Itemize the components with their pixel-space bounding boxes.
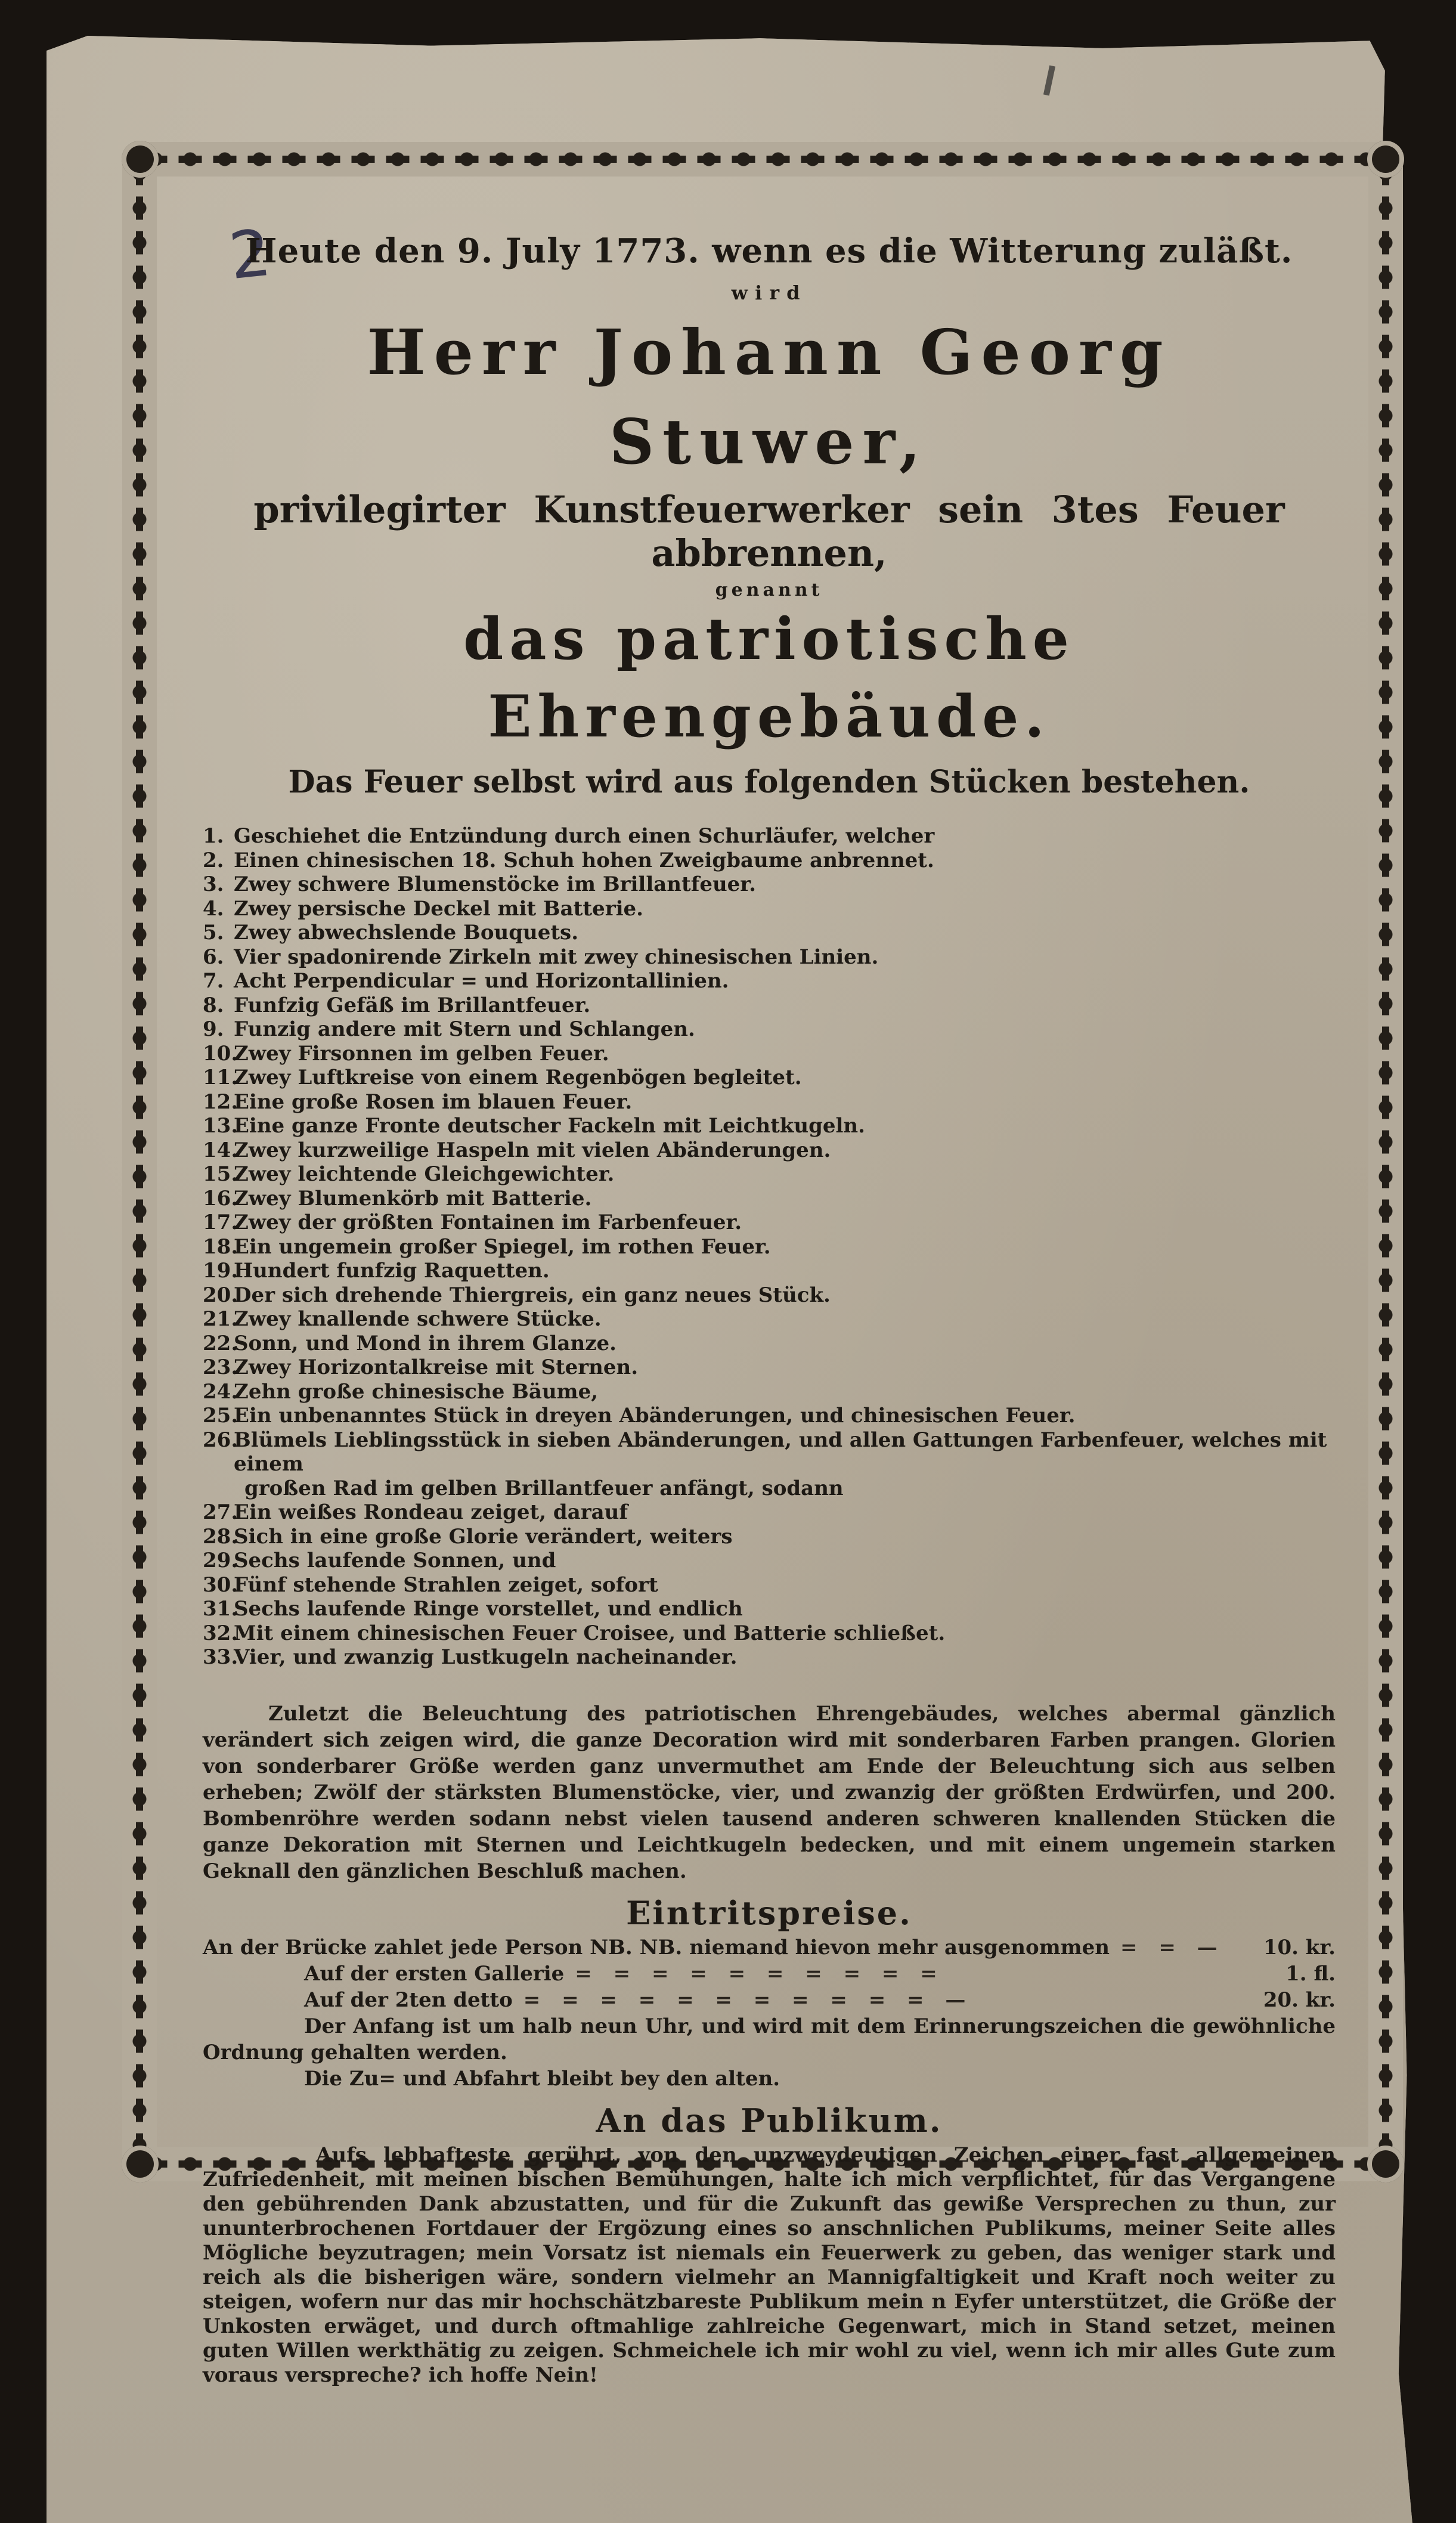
border-corner-ornament: [1367, 141, 1404, 178]
list-item: 23. Zwey Horizontalkreise mit Sternen.: [203, 1355, 639, 1379]
list-item: 10. Zwey Firsonnen im gelben Feuer.: [203, 1041, 609, 1066]
prices-title: Eintritspreise.: [626, 1893, 912, 1932]
pyrotechnician-name: Herr Johann Georg Stuwer,: [367, 315, 1172, 478]
list-item: 16. Zwey Blumenkörb mit Batterie.: [203, 1186, 592, 1211]
list-item: 22. Sonn, und Mond in ihrem Glanze.: [203, 1331, 617, 1355]
list-item: 11. Zwey Luftkreise von einem Regenbögen begleitet.: [203, 1066, 802, 1089]
list-item: 28. Sich in eine große Glorie verändert, weiters: [203, 1524, 733, 1549]
price-row: Auf der 2ten detto = = = = = = = = = = = — 20. kr.: [304, 1988, 1336, 2012]
border-corner-ornament: [1367, 2146, 1404, 2183]
wird-line: wird: [731, 281, 807, 304]
closing-paragraph: Zuletzt die Beleuchtung des patriotischen Ehrengebäudes, welches abermal gänzlich verändert sich zeigen wird, die ganze Decoration wird mit sonderbaren Farben prangen. Glorien von sonderbarer Größe werden ganz unvermuthet am Ende der Beleuchtung sich aus selben erheben; Zwölf der stärksten Blumenstöcke, vier, und zwanzig der größten Erdwürfen, und 200. Bombenröhre werden sodann nebst vielen tausend anderen schweren knallenden Stücken die ganze Dekoration mit Sternen und Leichtkugeln bedecken, und mit einem ungemein starken Geknall den gänzlichen Beschluß machen.: [203, 1701, 1336, 1883]
price-row: Auf der ersten Gallerie = = = = = = = = = = 1. fl.: [304, 1961, 1336, 1986]
ornamental-border-top: [138, 142, 1387, 177]
program-list: [203, 824, 1336, 1670]
list-item: 20. Der sich drehende Thiergreis, ein ganz neues Stück.: [203, 1283, 831, 1307]
program-intro: Das Feuer selbst wird aus folgenden Stücken bestehen.: [288, 764, 1250, 800]
list-item: 13. Eine ganze Fronte deutscher Fackeln mit Leichtkugeln.: [203, 1114, 865, 1138]
list-item: 12. Eine große Rosen im blauen Feuer.: [203, 1089, 633, 1114]
list-item: 26. Blümels Lieblingsstück in sieben Abänderungen, und allen Gattungen Farbenfeuer, welches mit einem: [203, 1428, 1327, 1476]
broadsheet-content: [203, 221, 1336, 2388]
list-item: 29. Sechs laufende Sonnen, und: [203, 1549, 556, 1572]
border-corner-ornament: [122, 2146, 159, 2183]
border-corner-ornament: [122, 141, 159, 178]
list-item: 6. Vier spadonirende Zirkeln mit zwey chinesischen Linien.: [203, 945, 879, 969]
public-address: Aufs lebhafteste gerührt, von den unzweydeutigen Zeichen einer fast allgemeinen Zufriedenheit, mit meinen bischen Bemühungen, halte ich mich verpflichtet, für das Vergangene den gebührenden Dank abzustatten, und für die Zukunft das gewiße Versprechen zu thun, zur ununterbrochenen Fortdauer der Ergözung eines so anschnlichen Publikums, meiner Seite alles Mögliche beyzutragen; mein Vorsatz ist niemals ein Feuerwerk zu geben, das weniger stark und reich als die bisherigen wäre, sondern vielmehr an Mannigfaltigkeit und Kraft noch weiter zu steigen, wofern nur das mir hochschätzbareste Publikum mein n Eyfer unterstützet, die Größe der Unkosten erwäget, und durch oftmahlige zahlreiche Gegenwart, mich in Stand setzet, meinen guten Willen werkthätig zu zeigen. Schmeichele ich mir wohl zu viel, wenn ich mir alles Gute zum voraus verspreche? ich hoffe Nein!: [203, 2143, 1336, 2387]
pencil-mark: 2: [225, 215, 275, 295]
list-item: 31. Sechs laufende Ringe vorstellet, und endlich: [203, 1597, 743, 1621]
ornamental-border-right: [1368, 156, 1403, 2163]
event-title: das patriotische Ehrengebäude.: [463, 605, 1075, 750]
genannt-line: genannt: [715, 580, 823, 600]
list-item: 30. Fünf stehende Strahlen zeiget, sofort: [203, 1572, 658, 1597]
list-item: 5. Zwey abwechslende Bouquets.: [203, 921, 579, 945]
start-time-note: Der Anfang ist um halb neun Uhr, und wird mit dem Erinnerungszeichen die gewöhnliche Ordnung gehalten werden.: [203, 2014, 1336, 2064]
list-item-continuation: großen Rad im gelben Brillantfeuer anfängt, sodann: [244, 1476, 844, 1500]
list-item: 17. Zwey der größten Fontainen im Farbenfeuer.: [203, 1211, 742, 1234]
dateline: Heute den 9. July 1773. wenn es die Witterung zuläßt.: [245, 231, 1293, 271]
list-item: 19. Hundert funfzig Raquetten.: [203, 1259, 550, 1283]
list-item: 24. Zehn große chinesische Bäume,: [203, 1379, 599, 1404]
list-item: 27. Ein weißes Rondeau zeiget, darauf: [203, 1500, 628, 1524]
list-item: 15. Zwey leichtende Gleichgewichter.: [203, 1162, 615, 1186]
list-item: 32. Mit einem chinesischen Feuer Croisee, und Batterie schließet.: [203, 1621, 946, 1645]
public-title: An das Publikum.: [596, 2101, 943, 2140]
list-item: 3. Zwey schwere Blumenstöcke im Brillantfeuer.: [203, 872, 756, 896]
list-item: 4. Zwey persische Deckel mit Batterie.: [203, 896, 644, 921]
subtitle: privilegirter Kunstfeuerwerker sein 3tes Feuer abbrennen,: [253, 488, 1285, 575]
list-item: 25. Ein unbenanntes Stück in dreyen Abänderungen, und chinesischen Feuer.: [203, 1404, 1076, 1428]
list-item: 33. Vier, und zwanzig Lustkugeln nacheinander.: [203, 1645, 738, 1669]
list-item: 21. Zwey knallende schwere Stücke.: [203, 1307, 602, 1331]
list-item: 1. Geschiehet die Entzündung durch einen Schurläufer, welcher: [203, 824, 935, 848]
list-item: 2. Einen chinesischen 18. Schuh hohen Zweigbaume anbrennet.: [203, 848, 934, 872]
price-row: An der Brücke zahlet jede Person NB. NB. niemand hievon mehr ausgenommen = = — 10. kr.: [203, 1935, 1336, 1959]
list-item: 18. Ein ungemein großer Spiegel, im rothen Feuer.: [203, 1234, 771, 1259]
carriage-note: Die Zu= und Abfahrt bleibt bey den alten.: [304, 2066, 780, 2091]
list-item: 8. Funfzig Gefäß im Brillantfeuer.: [203, 993, 591, 1017]
ornamental-border-left: [122, 156, 157, 2163]
list-item: 14. Zwey kurzweilige Haspeln mit vielen Abänderungen.: [203, 1138, 831, 1162]
list-item: 7. Acht Perpendicular = und Horizontallinien.: [203, 969, 729, 993]
list-item: 9. Funzig andere mit Stern und Schlangen.: [203, 1017, 695, 1041]
